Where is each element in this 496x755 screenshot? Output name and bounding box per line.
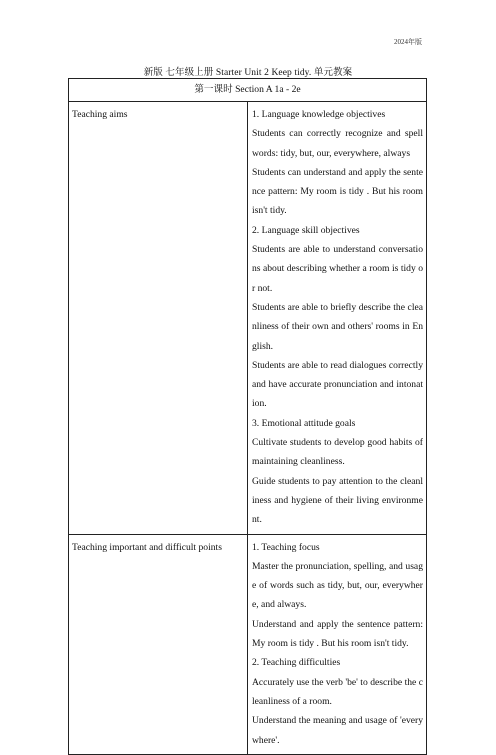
row-content [248,102,427,535]
content-line: Master the pronunciation, spelling, and usage of words such as tidy, but, our, everywhere, and always. [252,560,423,611]
content-line: Students can understand and apply the sentence pattern: My room is tidy . But his room isn't tidy. [252,166,423,217]
document-title: 新版 七年级上册 Starter Unit 2 Keep tidy. 单元教案 [143,68,353,78]
content-line: 1. Language knowledge objectives [252,109,386,120]
section-heading: 第一课时 Section A 1a - 2e [69,79,427,102]
content-line: Understand the meaning and usage of 'everywhere'. [252,715,423,746]
row-content [248,534,427,754]
content-line: Understand and apply the sentence pattern: My room is tidy . But his room isn't tidy. [252,618,423,650]
content-line: 1. Teaching focus [252,541,320,553]
content-line: Students are able to read dialogues correctly and have accurate pronunciation and intonation. [252,359,423,410]
row-label: Teaching aims [69,102,248,535]
year-label: 2024年版 [394,38,422,46]
content-line: 2. Teaching difficulties [252,657,341,669]
content-line: 3. Emotional attitude goals [252,417,356,429]
content-line: Cultivate students to develop good habits of maintaining cleanliness. [252,437,423,468]
content-line: Students are able to briefly describe the cleanliness of their own and others' rooms in English. [252,301,423,352]
key-points-row [69,534,427,754]
row-label: Teaching important and difficult points [69,534,248,754]
content-line: Guide students to pay attention to the cleanliness and hygiene of their living environment. [252,475,423,526]
teaching-aims-row [69,102,427,535]
section-row [69,79,427,102]
content-line: Students are able to understand conversations about describing whether a room is tidy or not. [252,244,423,294]
lesson-plan-table [68,78,427,755]
content-line: 2. Language skill objectives [252,224,360,236]
content-line: Students can correctly recognize and spell words: tidy, but, our, everywhere, always [252,128,423,159]
content-line: Accurately use the verb 'be' to describe the cleanliness of a room. [252,676,423,707]
